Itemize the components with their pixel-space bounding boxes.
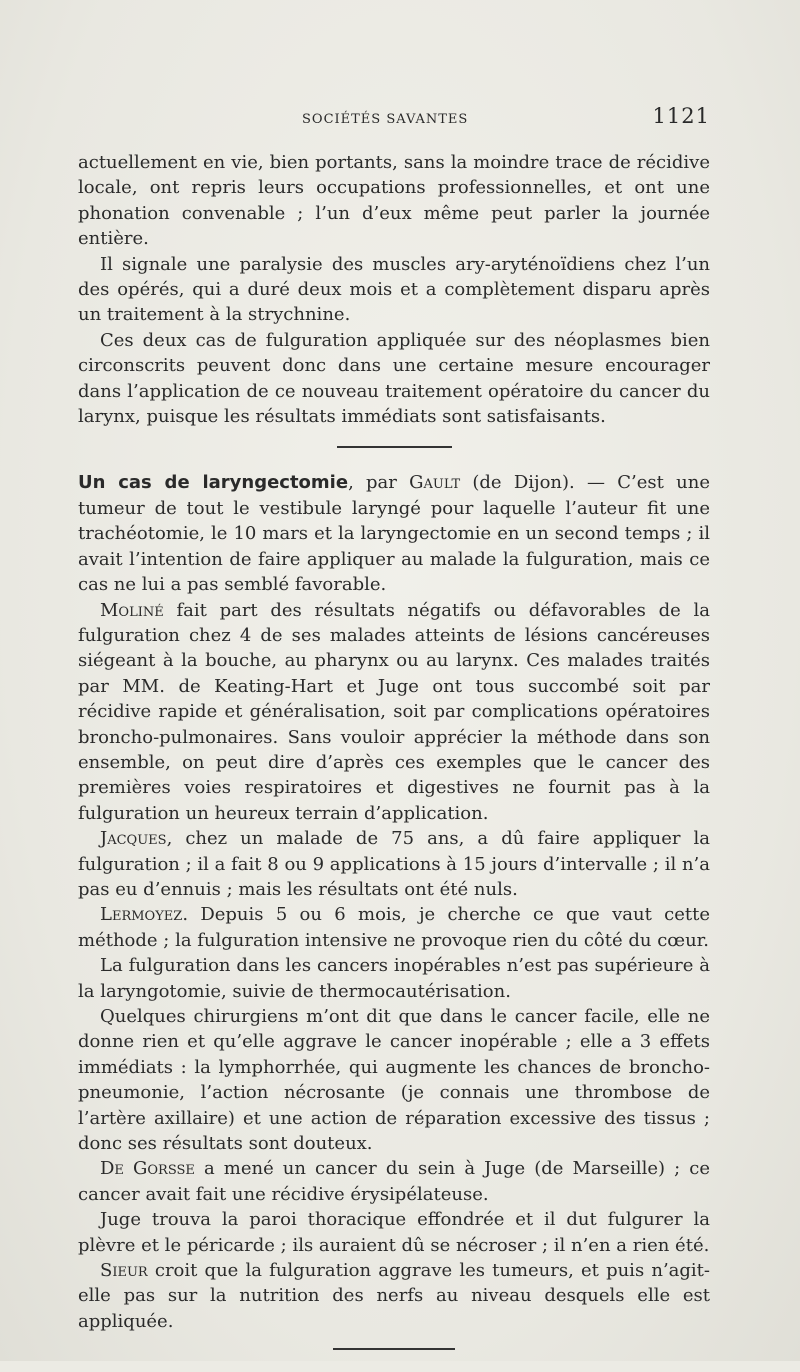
paragraph-jacques [78, 826, 710, 902]
page-number: 1121 [652, 104, 710, 128]
speaker-name: Moliné [100, 599, 164, 621]
speaker-text: fait part des résultats négatifs ou défavorables de la fulguration chez 4 de ses malades atteints de lésions cancéreuses siégeant à la bouche, au pharynx ou au larynx. Ces malades traités par MM. de Keating-Hart et Juge ont tous succombé soit par récidive rapide et généralisation, soit par complications opératoires broncho-pulmonaires. Sans vouloir apprécier la méthode dans son ensemble, on peut dire d’après ces exemples que le cancer des premières voies respiratoires et digestives ne fournit pas à la fulguration un heureux terrain d’application. [78, 599, 710, 824]
running-head: SOCIÉTÉS SAVANTES [302, 112, 469, 127]
paragraph-paralysie: Il signale une paralysie des muscles ary-aryténoïdiens chez l’un des opérés, qui a duré deux mois et a complètement disparu après un traitement à la strychnine. [78, 253, 710, 326]
section-divider [337, 446, 452, 448]
speaker-name: Jacques [100, 828, 167, 850]
author-name: Gault [409, 472, 461, 494]
author-prefix: , par [348, 472, 410, 494]
paragraph-molinie [78, 598, 710, 827]
page-header [78, 104, 710, 134]
speaker-text: , chez un malade de 75 ans, a dû faire appliquer la fulguration ; il a fait 8 ou 9 applications à 15 jours d’intervalle ; il n’a pas eu d’ennuis ; mais les résultats ont été nuls. [78, 828, 710, 900]
paragraph-laryngectomie [78, 470, 710, 597]
paragraph-chirurgiens: Quelques chirurgiens m’ont dit que dans le cancer facile, elle ne donne rien et qu’elle aggrave le cancer inopérable ; elle a 3 effets immédiats : la lymphorrhée, qui augmente les chances de broncho-pneumonie, l’action nécrosante (je connais une thrombose de l’artère axillaire) et une action de réparation excessive des tissus ; donc ses résultats sont douteux. [78, 1006, 710, 1155]
section-title: Un cas de laryngectomie [78, 472, 349, 494]
speaker-name: Sieur [100, 1260, 148, 1282]
speaker-text: croit que la fulguration aggrave les tumeurs, et puis n’agit-elle pas sur la nutrition des nerfs au niveau desquels elle est appliquée. [78, 1260, 710, 1332]
paragraph-continuation: actuellement en vie, bien portants, sans la moindre trace de récidive locale, ont repris leurs occupations professionnelles, et ont une phonation convenable ; l’un d’eux même peut parler la journée entière. [78, 152, 710, 250]
paragraph-conclusion: Ces deux cas de fulguration appliquée sur des néoplasmes bien circonscrits peuvent donc dans une certaine mesure encourager dans l’application de ce nouveau traitement opératoire du cancer du larynx, puisque les résultats immédiats sont satisfaisants. [78, 329, 710, 428]
paragraph-juge: Juge trouva la paroi thoracique effondrée et il dut fulgurer la plèvre et le péricarde ; ils auraient dû se nécroser ; il n’en a rien été. [78, 1209, 710, 1256]
speaker-name: De Gorsse [100, 1158, 195, 1180]
paragraph-lermoyez [78, 902, 710, 953]
end-divider [333, 1348, 455, 1350]
paragraph-intro-text: (de Dijon). — C’est une tumeur de tout le vestibule laryngé pour laquelle l’auteur fit une trachéotomie, le 10 mars et la laryngectomie en un second temps ; il avait l’intention de faire appliquer au malade la fulguration, mais ce cas ne lui a pas semblé favorable. [78, 472, 710, 596]
page-body [78, 150, 710, 1372]
speaker-text: a mené un cancer du sein à Juge (de Marseille) ; ce cancer avait fait une récidive érysipélateuse. [78, 1158, 710, 1205]
paragraph-gorsse [78, 1156, 710, 1207]
paragraph-sieur [78, 1258, 710, 1334]
speaker-name: Lermoyez [100, 904, 183, 926]
speaker-text: . Depuis 5 ou 6 mois, je cherche ce que vaut cette méthode ; la fulguration intensive ne provoque rien du côté du cœur. [78, 904, 710, 951]
paragraph-fulguration: La fulguration dans les cancers inopérables n’est pas supérieure à la laryngotomie, suivie de thermocautérisation. [78, 955, 710, 1002]
